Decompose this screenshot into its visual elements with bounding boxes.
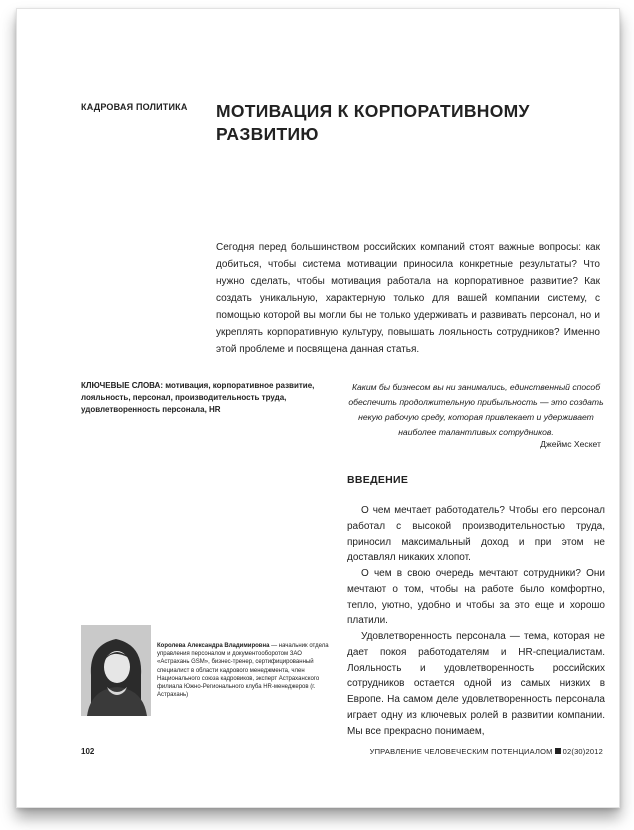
page-number: 102 bbox=[81, 747, 95, 756]
epigraph-quote: Каким бы бизнесом вы ни занимались, единственный способ обеспечить продолжительную прибыльность — это создать некую рабочую среду, которая привлекает и удерживает наиболее талантливых сотрудников. bbox=[348, 382, 604, 437]
author-bio bbox=[157, 642, 333, 699]
article-title: МОТИВАЦИЯ К КОРПОРАТИВНОМУ РАЗВИТИЮ bbox=[216, 101, 530, 144]
author-description: — начальник отдела управления персоналом и документооборотом ЗАО «Астрахань GSM», бизнес-тренер, сертифицированный специалист в области кадрового менеджмента, член Национального союза кадровиков, эксперт Астраханского филиала Южно-Регионального клуба HR-менеджеров (г. Астрахань) bbox=[157, 643, 329, 699]
intro-paragraph: Удовлетворенность персонала — тема, которая не дает покоя работодателям и HR-специалистам. Лояльность и удовлетворенность российских сотрудников остается одной из самых низких в Европе. На самом деле удовлетворенность персонала играет одну из ключевых ролей в развитии компании. Мы все прекрасно понимаем, bbox=[347, 631, 605, 737]
section-label: КАДРОВАЯ ПОЛИТИКА bbox=[81, 102, 188, 112]
magazine-page bbox=[16, 8, 620, 808]
article-lead: Сегодня перед большинством российских компаний стоят важные вопросы: как добиться, чтобы система мотивации приносила конкретные результаты? Что нужно сделать, чтобы мотивация работала на корпоративное развитие? Как создать уникальную, характерную только для вашей компании систему, с помощью которой вы могли бы не только удерживать и развивать персонал, но и укреплять корпоративную культуру, повышать лояльность сотрудников? Именно этой проблеме и посвящена данная статья. bbox=[216, 242, 600, 355]
journal-issue: 02(30)2012 bbox=[562, 747, 603, 756]
square-bullet-icon bbox=[555, 748, 561, 754]
keywords-text: мотивация, корпоративное развитие, лояльность, персонал, производительность труда, удовлетворенность персонала, HR bbox=[81, 381, 315, 414]
author-portrait-icon bbox=[81, 625, 151, 716]
keywords-block bbox=[81, 380, 341, 416]
keywords-label: КЛЮЧЕВЫЕ СЛОВА: bbox=[81, 381, 163, 390]
intro-paragraph: О чем в свою очередь мечтают сотрудники? Они мечтают о том, чтобы на работе было комфортно, тепло, уютно, удобно и чтобы за это еще и хорошо платили. bbox=[347, 568, 605, 627]
author-name: Королева Александра Владимировна bbox=[157, 643, 270, 649]
journal-footer bbox=[370, 747, 603, 756]
intro-heading: ВВЕДЕНИЕ bbox=[347, 474, 409, 486]
intro-paragraph: О чем мечтает работодатель? Чтобы его персонал работал с высокой производительностью труда, приносил максимальный доход и при этом не доставлял никаких хлопот. bbox=[347, 505, 605, 564]
journal-name: УПРАВЛЕНИЕ ЧЕЛОВЕЧЕСКИМ ПОТЕНЦИАЛОМ bbox=[369, 747, 553, 756]
intro-body bbox=[347, 503, 605, 739]
author-photo bbox=[81, 625, 151, 716]
epigraph-author: Джеймс Хескет bbox=[540, 439, 601, 449]
